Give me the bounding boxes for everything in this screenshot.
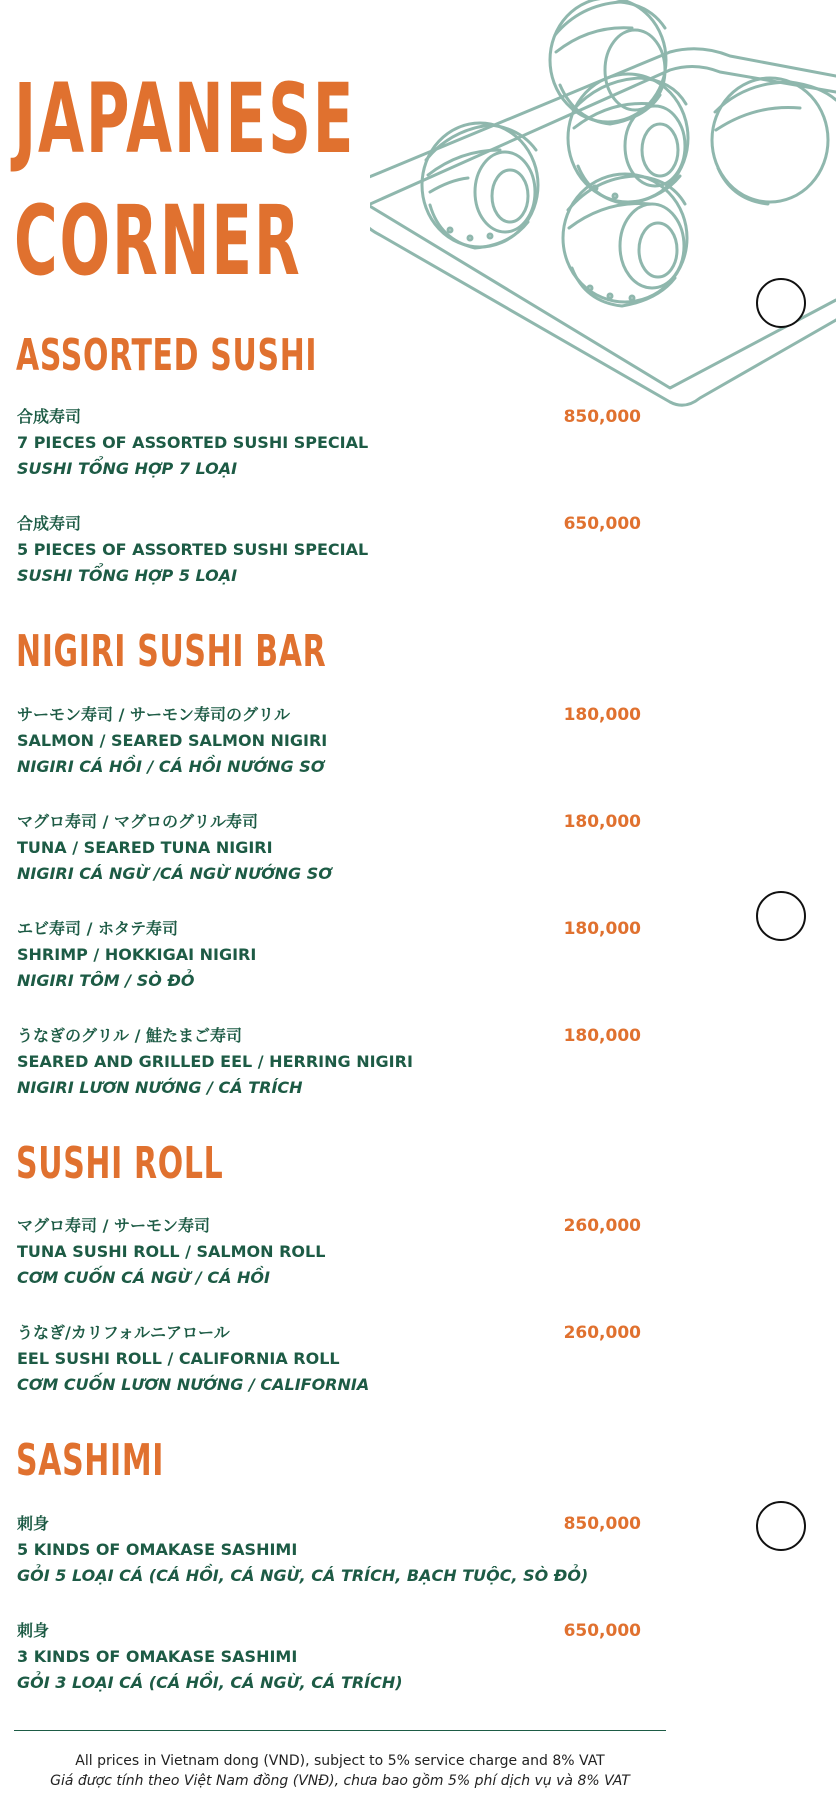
section-title-nigiri-sushi-bar: NIGIRI SUSHI BAR bbox=[16, 626, 327, 677]
section-title-sushi-roll: SUSHI ROLL bbox=[16, 1138, 224, 1189]
item-vietnamese-name: NIGIRI TÔM / SÒ ĐỎ bbox=[17, 971, 195, 990]
menu-item bbox=[17, 404, 647, 482]
item-japanese-name: マグロ寿司 / サーモン寿司 bbox=[17, 1216, 210, 1235]
item-price: 260,000 bbox=[563, 1216, 641, 1236]
item-vietnamese-name: CƠM CUỐN CÁ NGỪ / CÁ HỒI bbox=[17, 1268, 270, 1287]
item-japanese-name: サーモン寿司 / サーモン寿司のグリル bbox=[17, 705, 290, 724]
item-price: 180,000 bbox=[563, 705, 641, 725]
item-vietnamese-name: SUSHI TỔNG HỢP 5 LOẠI bbox=[17, 566, 238, 585]
item-japanese-name: うなぎのグリル / 鮭たまご寿司 bbox=[17, 1026, 242, 1045]
menu-item bbox=[17, 1618, 647, 1696]
item-price: 850,000 bbox=[563, 407, 641, 427]
circle-marker bbox=[756, 891, 806, 941]
menu-item bbox=[17, 916, 647, 994]
item-english-name: TUNA SUSHI ROLL / SALMON ROLL bbox=[17, 1242, 326, 1261]
item-price: 650,000 bbox=[563, 514, 641, 534]
page-title bbox=[14, 58, 355, 302]
item-price: 180,000 bbox=[563, 919, 641, 939]
item-price: 260,000 bbox=[563, 1323, 641, 1343]
item-japanese-name: マグロ寿司 / マグロのグリル寿司 bbox=[17, 812, 258, 831]
footer-note-english: All prices in Vietnam dong (VND), subject to 5% service charge and 8% VAT bbox=[75, 1753, 605, 1769]
item-price: 850,000 bbox=[563, 1514, 641, 1534]
item-english-name: SEARED AND GRILLED EEL / HERRING NIGIRI bbox=[17, 1052, 413, 1071]
item-japanese-name: 刺身 bbox=[17, 1514, 50, 1533]
item-english-name: 5 PIECES OF ASSORTED SUSHI SPECIAL bbox=[17, 540, 369, 559]
menu-item bbox=[17, 1511, 647, 1589]
section-title-sashimi: SASHIMI bbox=[16, 1435, 165, 1486]
sushi-plate-illustration bbox=[370, 0, 836, 420]
item-english-name: SHRIMP / HOKKIGAI NIGIRI bbox=[17, 945, 257, 964]
item-vietnamese-name: SUSHI TỔNG HỢP 7 LOẠI bbox=[17, 459, 238, 478]
item-english-name: 5 KINDS OF OMAKASE SASHIMI bbox=[17, 1540, 298, 1559]
menu-item bbox=[17, 702, 647, 780]
item-japanese-name: うなぎ/カリフォルニアロール bbox=[17, 1323, 230, 1342]
item-english-name: TUNA / SEARED TUNA NIGIRI bbox=[17, 838, 273, 857]
item-price: 180,000 bbox=[563, 812, 641, 832]
menu-item bbox=[17, 1023, 647, 1101]
menu-item bbox=[17, 511, 647, 589]
menu-item bbox=[17, 1320, 647, 1398]
item-english-name: SALMON / SEARED SALMON NIGIRI bbox=[17, 731, 328, 750]
item-price: 650,000 bbox=[563, 1621, 641, 1641]
footer-note-vietnamese: Giá được tính theo Việt Nam đồng (VNĐ), chưa bao gồm 5% phí dịch vụ và 8% VAT bbox=[50, 1773, 630, 1789]
item-english-name: EEL SUSHI ROLL / CALIFORNIA ROLL bbox=[17, 1349, 340, 1368]
item-price: 180,000 bbox=[563, 1026, 641, 1046]
section-title-assorted-sushi: ASSORTED SUSHI bbox=[16, 330, 318, 381]
menu-item bbox=[17, 1213, 647, 1291]
item-japanese-name: エビ寿司 / ホタテ寿司 bbox=[17, 919, 178, 938]
item-english-name: 7 PIECES OF ASSORTED SUSHI SPECIAL bbox=[17, 433, 369, 452]
item-vietnamese-name: NIGIRI LƯƠN NƯỚNG / CÁ TRÍCH bbox=[17, 1078, 303, 1097]
item-vietnamese-name: NIGIRI CÁ NGỪ /CÁ NGỪ NƯỚNG SƠ bbox=[17, 864, 332, 883]
circle-marker bbox=[756, 1501, 806, 1551]
footer-divider bbox=[14, 1730, 666, 1731]
item-vietnamese-name: GỎI 5 LOẠI CÁ (CÁ HỒI, CÁ NGỪ, CÁ TRÍCH, BẠCH TUỘC, SÒ ĐỎ) bbox=[17, 1566, 589, 1585]
item-vietnamese-name: CƠM CUỐN LƯƠN NƯỚNG / CALIFORNIA bbox=[17, 1375, 370, 1394]
circle-marker bbox=[756, 278, 806, 328]
item-japanese-name: 刺身 bbox=[17, 1621, 50, 1640]
item-japanese-name: 合成寿司 bbox=[17, 514, 82, 533]
item-vietnamese-name: GỎI 3 LOẠI CÁ (CÁ HỒI, CÁ NGỪ, CÁ TRÍCH) bbox=[17, 1673, 403, 1692]
item-japanese-name: 合成寿司 bbox=[17, 407, 82, 426]
page-title-line1: JAPANESE bbox=[14, 63, 356, 175]
item-english-name: 3 KINDS OF OMAKASE SASHIMI bbox=[17, 1647, 298, 1666]
page-title-line2: CORNER bbox=[14, 185, 302, 297]
menu-item bbox=[17, 809, 647, 887]
item-vietnamese-name: NIGIRI CÁ HỒI / CÁ HỒI NƯỚNG SƠ bbox=[17, 757, 325, 776]
